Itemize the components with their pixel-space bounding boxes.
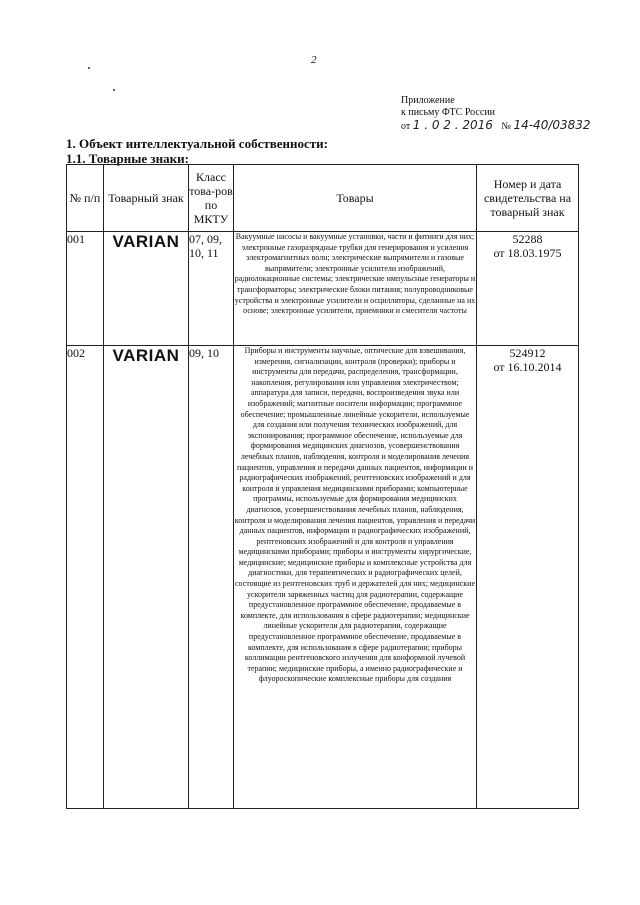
page-number: 2 [311,54,317,66]
trademark-logo: VARIAN [104,346,189,809]
appendix-letter-ref: к письму ФТС России [401,107,495,118]
subsection-heading: 1.1. Товарные знаки: [66,151,189,166]
header-mark: Товарный знак [104,165,189,232]
header-class: Класс това-ров по МКТУ [189,165,234,232]
row-classes: 07, 09, 10, 11 [189,232,234,346]
row-goods: Вакуумные насосы и вакуумные установки, части и фитинги для них; электронные газоразрядные трубки для генерирования и усиления электромагнитных волн; электрические выпрямители и газовые выпрямители; электронные усилители изображений, радиолокационные системы; электрические импульсные генераторы и трансформаторы; электрические блоки питания; полупроводниковые устройства и электронные усилители и осцилляторы, сделанные на их основе; электронные усилители, приемники и смесители частоты [234,232,477,346]
row-classes: 09, 10 [189,346,234,809]
appendix-title: Приложение [401,95,455,106]
trademarks-table [66,164,579,809]
header-num: № п/п [67,165,104,232]
row-num: 001 [67,232,104,346]
registration-number: 524912 [509,346,546,360]
trademark-logo: VARIAN [104,232,189,346]
row-goods: Приборы и инструменты научные, оптические для взвешивания, измерения, сигнализации, контроля (проверки); приборы и инструменты для передачи, распределения, трансформации, накопления, регулирования или управления электричеством; аппаратура для записи, передачи, воспроизведения звука или изображений; магнитные носители информации; программное обеспечение; промышленные линейные ускорители, используемые для создания или получения технических изображений, для экспонирования; программное обеспечение, используемые для формирования медицинских диагнозов, усовершенствования лечебных планов, наблюдения, контроля и моделирования лечения пациентов, управления и передачи данных пациентов, информации и радиографических изображений, рентгеновских изображений и для контроля и управления медицинскими приборами; компьютерные программы, используемые для формирования медицинских диагнозов, усовершенствования лечебных планов, наблюдения, контроля и моделирования лечения пациентов, управления и передачи данных пациентов, информации и радиографических изображений, рентгеновских изображений и для контроля и управления медицинскими приборами; приборы и инструменты хирургические, медицинские; медицинские приборы и комплексные устройства для диагностики, для терапевтических и радиографических целей, состоящие из рентгеновских труб и держателей для них; медицинские ускорители заряженных частиц для радиотерапии, содержащие предустановленное программное обеспечение, продаваемые в комплекте, для использования в сфере радиотерапии; медицинские линейные ускорители для радиотерапии, содержащие предустановленное программное обеспечение, продаваемые в комплекте, для использования в сфере радиотерапии; приборы коллимации рентгеновского излучения для конформной лучевой терапии; медицинские приборы, а именно радиографические и флуороскопические комплексные приборы для создания [234,346,477,809]
registration-number: 52288 [512,232,543,246]
section-heading: 1. Объект интеллектуальной собственности: [66,136,328,151]
appendix-date-number: от 1 . 0 2 . 2016 № 14-40/03832 [401,118,591,132]
scan-speck [113,89,115,91]
appendix-block [401,95,591,133]
table-header-row [67,165,579,232]
handwritten-date: 1 . 0 2 . 2016 [412,118,493,132]
row-registration [477,346,579,809]
handwritten-number: 14-40/03832 [513,118,591,132]
registration-date: от 18.03.1975 [493,246,562,260]
registration-date: от 16.10.2014 [493,360,562,374]
scan-speck [88,67,90,69]
table-row [67,232,579,346]
row-registration [477,232,579,346]
row-num: 002 [67,346,104,809]
header-registration: Номер и дата свидетельства на товарный знак [477,165,579,232]
table-row [67,346,579,809]
header-goods: Товары [234,165,477,232]
